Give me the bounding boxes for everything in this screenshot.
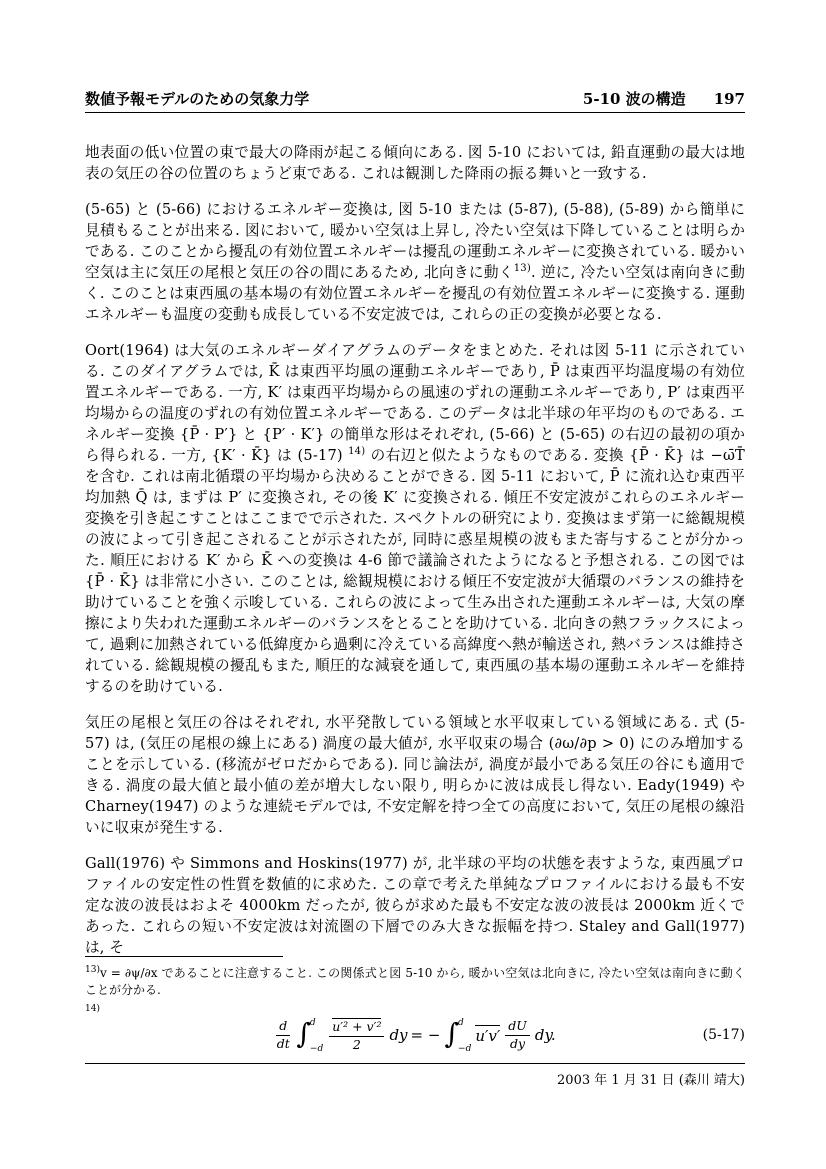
header-rule xyxy=(85,112,745,113)
paragraph: 地表面の低い位置の東で最大の降雨が起こる傾向にある. 図 5-10 においては, 鉛直運動の最大は地表の気圧の谷の位置のちょうど東である. これは観測した降雨の振る舞いと一致する. xyxy=(85,144,745,182)
integral-sign: ∫ xyxy=(444,1017,460,1050)
kinetic-energy-fraction: $\frac{\text{u′² + v′²}}{2}$ xyxy=(329,1018,384,1052)
paragraph: 気圧の尾根と気圧の谷はそれぞれ, 水平発散している領域と水平収束している領域にある. 式 (5-57) は, (気圧の尾根の線上にある) 渦度の最大値が, 水平収束の場合 (∂ω/∂p > 0) にのみ増加することを示している. (移流がゼロだからである). 同じ論法が, 渦度が最小である気圧の谷にも適用できる. 渦度の最大値と最小値の差が増大しない限り, 明らかに波は成長し得ない. Eady(1949) や Charney(1947) のような連続モデルでは, 不安定解を持つ全ての高度において, 気圧の尾根の線沿いに収束が発生する. xyxy=(85,714,745,836)
paragraph: (5-65) と (5-66) におけるエネルギー変換は, 図 5-10 または (5-87), (5-88), (5-89) から簡単に見積もることが出来る. 図において, 暖かい空気は上昇し, 冷たい空気は下降していることは明らかである. このことから擾乱の有効位置エネルギーは擾乱の運動エネルギーに変換されている. 暖かい空気は主に気圧の尾根と気圧の谷の間にあるため, 北向きに動く$^{13)}$. 逆に, 冷たい空気は南向きに動く. このことは東西風の基本場の有効位置エネルギーを擾乱の有効位置エネルギーに変換する. 運動エネルギーも温度の変動も成長している不安定波では, これらの正の変換が必要となる. xyxy=(85,201,745,323)
equals-minus: = − xyxy=(410,1026,441,1044)
dy-term-1: dy xyxy=(389,1026,408,1044)
integral-1-limits: d −d xyxy=(309,1018,324,1054)
time-derivative-fraction: $\frac{d}{dt}$ xyxy=(276,1018,290,1051)
page-header xyxy=(85,88,745,109)
overline-uv-flux: u′v′ xyxy=(475,1027,501,1045)
footer-rule xyxy=(85,1063,745,1064)
integral-sign: ∫ xyxy=(296,1017,311,1050)
page-number: 197 xyxy=(713,90,745,108)
paragraph: Gall(1976) や Simmons and Hoskins(1977) が, 北半球の平均の状態を表すような, 東西風プロファイルの安定性の性質を数値的に求めた. この章で考えた単純なプロファイルにおける最も不安定な波の波長はおよそ 4000km だったが, 彼らが求めた最も不安定な波の波長は 2000km 近くであった. これらの短い不安定波は対流圏の下層でのみ大きな振幅を持つ. Staley and Gall(1977) は, そ xyxy=(85,855,745,956)
footnote-13-text: v = ∂ψ/∂x であることに注意すること. この関係式と図 5-10 から, 暖かい空気は北向きに, 冷たい空気は南向きに動くことが分かる. xyxy=(85,966,745,997)
footnote-13-marker: 13) xyxy=(85,965,100,975)
footnote-separator xyxy=(85,956,283,957)
page-footer xyxy=(85,1069,745,1088)
body-paragraphs xyxy=(85,142,745,973)
equation-tag: (5-17) xyxy=(702,1027,745,1043)
shear-fraction: $\frac{dU}{dy}$ xyxy=(505,1019,530,1051)
equation-5-17 xyxy=(85,1012,745,1058)
paragraph: Oort(1964) は大気のエネルギーダイアグラムのデータをまとめた. それは図 5-11 に示されている. このダイアグラムでは, K̄ は東西平均風の運動エネルギーであり, P̄ は東西平均温度場の有効位置エネルギーである. 一方, K′ は東西平均場からの風速のずれの運動エネルギーであり, P′ は東西平均場からの温度のずれの有効位置エネルギーである. このデータは北半球の年平均のものである. エネルギー変換 {P̄ · P′} と {P′ · K′} の簡単な形はそれぞれ, (5-66) と (5-65) の右辺の最初の項から得られる. 一方, {K′ · K̄} は (5-17) $^{14)}$ の右辺と似たようなものである. 変換 {P̄ · K̄} は −ω̄T̄ を含む. これは南北循環の平均場から決めることができる. 図 5-11 において, P̄ に流れ込む東西平均加熱 Q̄ は, まずは P′ に変換され, その後 K′ に変換される. 傾圧不安定波がこれらのエネルギー変換を引き起こすことはここまでで示された. スペクトルの研究により. 変換はまず第一に総観規模の波によって引き起こされることが示されたが, 同時に惑星規模の波もまた寄与することが分かった. 順圧における K′ から K̄ への変換は 4-6 節で議論されたようになると予想される. この図では {P̄ · K̄} は非常に小さい. このことは, 総観規模における傾圧不安定波が大循環のバランスの維持を助けていることを強く示唆している. これらの波によって生み出された運動エネルギーは, 大気の摩擦により失われた運動エネルギーのバランスをとることを助けている. 北向きの熱フラックスによって, 過剰に加熱されている低緯度から過剰に冷えている高緯度へ熱が輸送され, 熱バランスは維持されている. 総観規模の擾乱もまた, 順圧的な減衰を通して, 東西風の基本場の運動エネルギーを維持するのを助けている. xyxy=(85,342,745,695)
equation-body xyxy=(85,1012,745,1058)
footer-date-author: 2003 年 1 月 31 日 (森川 靖大) xyxy=(557,1073,745,1088)
header-right xyxy=(583,88,745,109)
overline-u2v2: u′² + v′² xyxy=(332,1019,382,1035)
section-title: 5-10 波の構造 xyxy=(582,90,686,108)
integral-2-limits: d −d xyxy=(458,1018,472,1054)
integral-1 xyxy=(296,1018,323,1052)
footnote-reference: 13) xyxy=(513,263,531,275)
book-title: 数値予報モデルのための気象力学 xyxy=(85,90,310,108)
dy-term-2: dy. xyxy=(534,1026,556,1044)
footnote-13 xyxy=(85,962,745,998)
footnote-14-marker: 14) xyxy=(85,1004,100,1014)
footnote-reference: 14) xyxy=(348,446,366,458)
integral-2 xyxy=(444,1018,471,1052)
